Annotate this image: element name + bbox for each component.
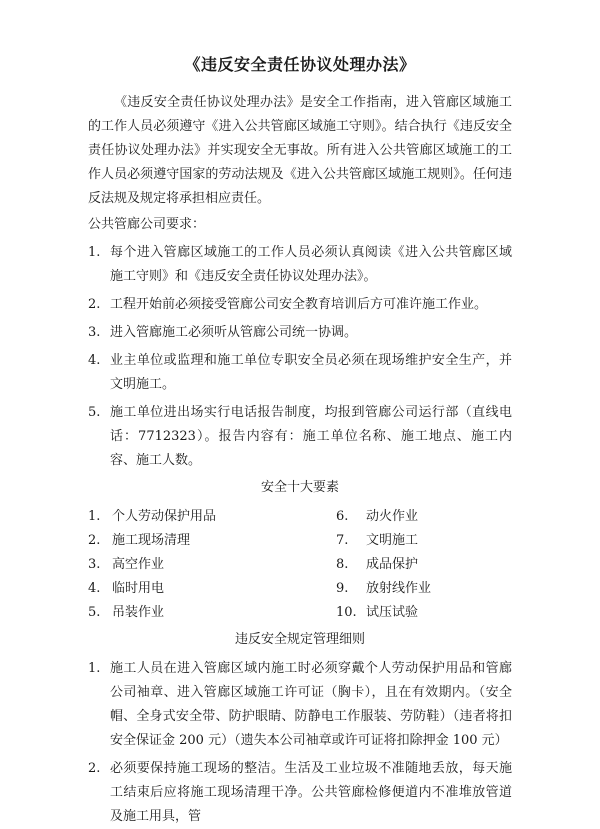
- document-title: 《违反安全责任协议处理办法》: [184, 55, 416, 74]
- element-item: 4. 临时用电: [88, 581, 165, 596]
- requirements-list: [88, 241, 512, 473]
- list-item: 1. 每个进入管廊区域施工的工作人员必须认真阅读《进入公共管廊区域施工守则》和《违反安全责任协议处理办法》。: [88, 245, 512, 284]
- element-item: 2. 施工现场清理: [88, 533, 191, 548]
- list-item: 4. 业主单位或监理和施工单位专职安全员必须在现场维护安全生产，并文明施工。: [88, 353, 512, 392]
- rules-heading: 违反安全规定管理细则: [234, 632, 365, 647]
- list-item: 1. 施工人员在进入管廊区域内施工时必须穿戴个人劳动保护用品和管廊公司袖章、进入管廊区域施工许可证（胸卡），且在有效期内。（安全帽、全身式安全带、防护眼睛、防静电工作服装、劳防鞋）（违者将扣安全保证金 200 元）（遗失本公司袖章或许可证将扣除押金 100 元）: [88, 661, 512, 748]
- list-item: 2. 工程开始前必须接受管廊公司安全教育培训后方可准许施工作业。: [88, 297, 488, 312]
- list-item: 5. 施工单位进出场实行电话报告制度，均报到管廊公司运行部（直线电话：7712323）。报告内容有：施工单位名称、施工地点、施工内容、施工人数。: [88, 405, 512, 468]
- list-item: 2. 必须要保持施工现场的整洁。生活及工业垃圾不准随地丢放，每天施工结束后应将施工现场清理干净。公共管廊检修便道内不准堆放管道及施工用具，管: [88, 761, 512, 824]
- element-item: 9. 放射线作业: [336, 581, 432, 596]
- element-item: 1. 个人劳动保护用品: [88, 509, 217, 524]
- list-item: 3. 进入管廊施工必须听从管廊公司统一协调。: [88, 325, 358, 340]
- element-item: 8. 成品保护: [336, 557, 419, 572]
- ten-elements-heading: 安全十大要素: [260, 480, 339, 495]
- element-item: 5. 吊装作业: [88, 605, 165, 620]
- intro-paragraph: 《违反安全责任协议处理办法》是安全工作指南，进入管廊区域施工的工作人员必须遵守《进入公共管廊区域施工守则》。结合执行《违反安全责任协议处理办法》并实现安全无事故。所有进入公共管廊区域施工的工作人员必须遵守国家的劳动法规及《进入公共管廊区域施工规则》。任何违反法规及规定将承担相应责任。: [88, 95, 512, 206]
- requirements-heading: 公共管廊公司要求：: [88, 217, 206, 232]
- rules-list: [88, 657, 512, 829]
- element-item: 10. 试压试验: [336, 605, 419, 620]
- element-item: 7. 文明施工: [336, 533, 419, 548]
- element-item: 3. 高空作业: [88, 557, 165, 572]
- element-item: 6. 动火作业: [336, 509, 419, 524]
- ten-elements-grid: [88, 505, 512, 625]
